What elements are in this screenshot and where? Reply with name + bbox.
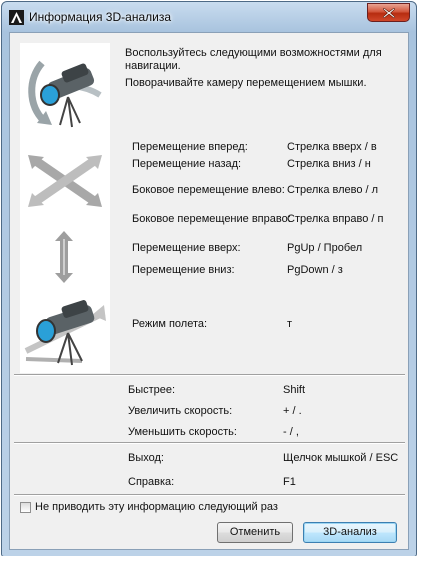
- 3d-analysis-button[interactable]: 3D-анализ: [303, 522, 397, 543]
- illustration-strip: [20, 43, 110, 373]
- dont-show-again-label[interactable]: Не приводить эту информацию следующий раз: [35, 501, 278, 513]
- intro-rotate-text: Поворачивайте камеру перемещением мышки.: [125, 77, 367, 89]
- nav-label-fly: Режим полета:: [132, 318, 208, 330]
- other-value-exit: Щелчок мышкой / ESC: [283, 452, 399, 464]
- nav-label-down: Перемещение вниз:: [132, 264, 235, 276]
- close-button[interactable]: [367, 3, 410, 22]
- nav-value-up: PgUp / Пробел: [287, 242, 363, 254]
- separator-bottom: [14, 494, 405, 496]
- camera-fly-icon: [22, 291, 108, 369]
- nav-label-back: Перемещение назад:: [132, 158, 242, 170]
- speed-label-faster: Быстрее:: [128, 384, 176, 396]
- nav-value-forward: Стрелка вверх / в: [287, 141, 377, 153]
- speed-value-increase: + / .: [283, 405, 302, 417]
- vertical-arrow-icon: [54, 231, 74, 283]
- speed-value-decrease: - / ,: [283, 426, 299, 438]
- camera-rotate-icon: [22, 49, 108, 133]
- other-label-help: Справка:: [128, 476, 175, 488]
- nav-label-left: Боковое перемещение влево:: [132, 184, 285, 196]
- dialog-window: [1, 1, 417, 557]
- dialog-body: [9, 32, 409, 550]
- separator-top: [14, 374, 405, 376]
- nav-label-right: Боковое перемещение вправо:: [132, 213, 291, 225]
- nav-value-down: PgDown / з: [287, 264, 343, 276]
- window-title: Информация 3D-анализа: [29, 10, 171, 24]
- title-bar[interactable]: [2, 2, 416, 32]
- speed-label-increase: Увеличить скорость:: [128, 405, 233, 417]
- nav-value-fly: т: [287, 318, 293, 330]
- cancel-button[interactable]: Отменить: [217, 522, 293, 543]
- speed-label-decrease: Уменьшить скорость:: [128, 426, 237, 438]
- speed-value-faster: Shift: [283, 384, 306, 396]
- other-label-exit: Выход:: [128, 452, 164, 464]
- nav-value-left: Стрелка влево / л: [287, 184, 379, 196]
- nav-value-right: Стрелка вправо / п: [287, 213, 384, 225]
- app-icon: [9, 10, 24, 25]
- nav-value-back: Стрелка вниз / н: [287, 158, 371, 170]
- cross-arrows-icon: [26, 155, 104, 207]
- dont-show-again-checkbox[interactable]: [20, 502, 31, 513]
- separator-middle: [14, 442, 405, 444]
- close-icon: [383, 8, 395, 18]
- navigation-panel: [14, 37, 405, 397]
- other-value-help: F1: [283, 476, 296, 488]
- background-strip: [0, 556, 421, 562]
- nav-label-forward: Перемещение вперед:: [132, 141, 248, 153]
- intro-text: Воспользуйтесь следующими возможностями для навигации.: [125, 47, 382, 72]
- nav-label-up: Перемещение вверх:: [132, 242, 241, 254]
